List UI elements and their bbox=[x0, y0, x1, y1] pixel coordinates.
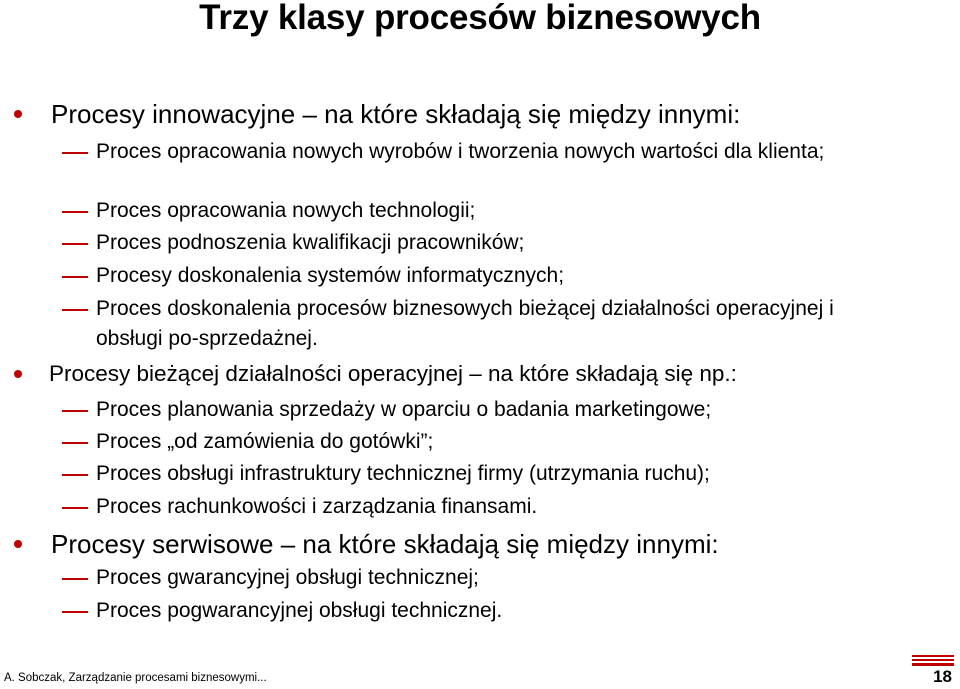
list-item-text: Proces podnoszenia kwalifikacji pracowników; bbox=[96, 231, 525, 254]
section-heading-text: Procesy bieżącej działalności operacyjnej – na które składają się np.: bbox=[49, 361, 737, 386]
page-number: 18 bbox=[933, 667, 952, 686]
list-item-text: Proces pogwarancyjnej obsługi technicznej. bbox=[96, 599, 503, 622]
bullet-icon bbox=[14, 370, 22, 378]
dash-icon bbox=[62, 243, 88, 245]
footer-source: A. Sobczak, Zarządzanie procesami biznesowymi... bbox=[4, 672, 267, 684]
dash-icon bbox=[62, 211, 88, 213]
page-number-badge bbox=[912, 655, 954, 687]
list-item-text: Proces doskonalenia procesów biznesowych bieżącej działalności operacyjnej i obsługi po-sprzedażnej. bbox=[96, 297, 834, 350]
slide-title: Trzy klasy procesów biznesowych bbox=[199, 0, 761, 37]
list-item-text: Proces opracowania nowych technologii; bbox=[96, 199, 476, 222]
dash-icon bbox=[62, 309, 88, 311]
dash-icon bbox=[62, 474, 88, 476]
list-item-text: Proces „od zamówienia do gotówki”; bbox=[96, 430, 434, 453]
dash-icon bbox=[62, 578, 88, 580]
bullet-icon bbox=[14, 540, 22, 548]
list-item-text: Proces gwarancyjnej obsługi technicznej; bbox=[96, 566, 479, 589]
list-item-text: Proces rachunkowości i zarządzania finansami. bbox=[96, 495, 538, 518]
decor-stripe-icon bbox=[912, 655, 954, 657]
decor-stripe-icon bbox=[912, 659, 954, 661]
dash-icon bbox=[62, 276, 88, 278]
decor-stripe-icon bbox=[912, 663, 954, 666]
dash-icon bbox=[62, 611, 88, 613]
dash-icon bbox=[62, 410, 88, 412]
dash-icon bbox=[62, 442, 88, 444]
list-item-text: Procesy doskonalenia systemów informatycznych; bbox=[96, 264, 565, 287]
section-heading-text: Procesy serwisowe – na które składają się między innymi: bbox=[51, 529, 719, 559]
list-item-text: Proces planowania sprzedaży w oparciu o badania marketingowe; bbox=[96, 398, 712, 421]
bullet-icon bbox=[14, 110, 22, 118]
dash-icon bbox=[62, 152, 88, 154]
section-heading-text: Procesy innowacyjne – na które składają się między innymi: bbox=[51, 99, 741, 129]
list-item-text: Proces obsługi infrastruktury technicznej firmy (utrzymania ruchu); bbox=[96, 462, 710, 485]
dash-icon bbox=[62, 507, 88, 509]
list-item-text: Proces opracowania nowych wyrobów i tworzenia nowych wartości dla klienta; bbox=[96, 140, 825, 163]
